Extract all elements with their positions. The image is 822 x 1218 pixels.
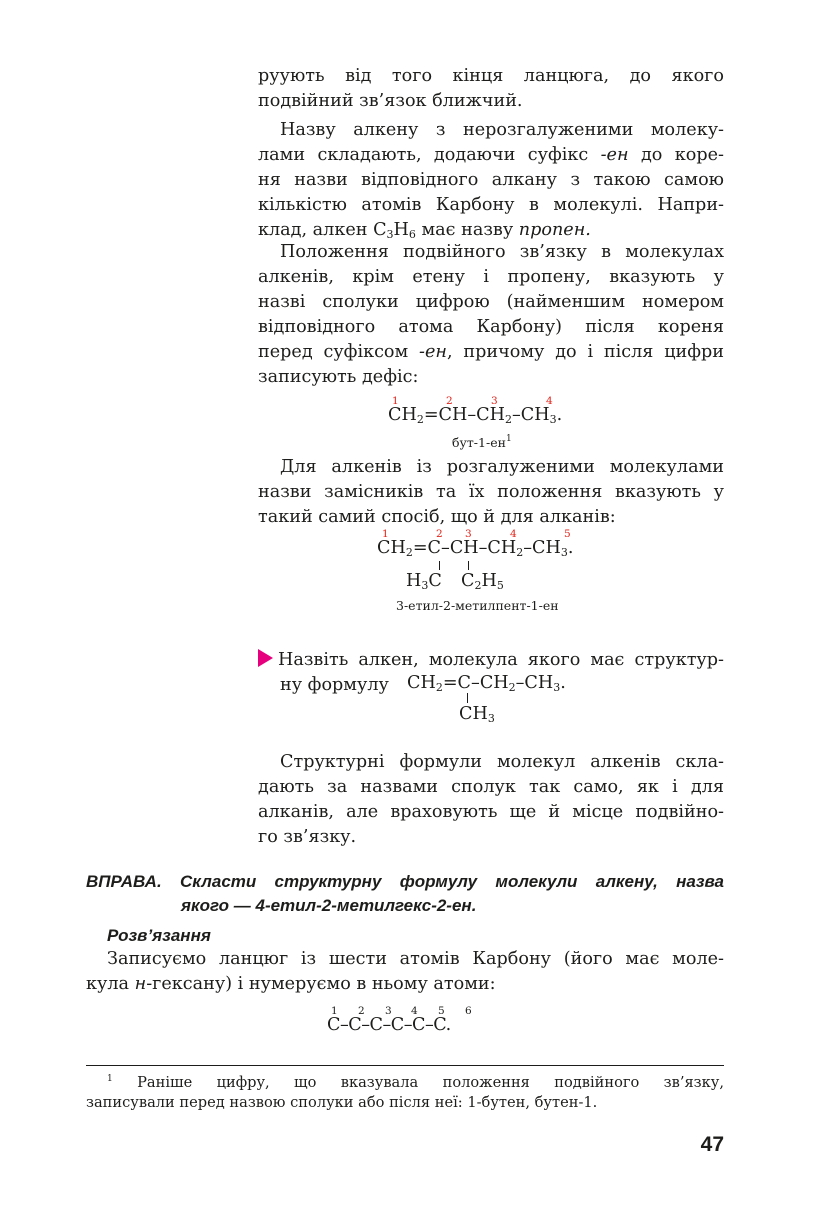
locant-number: 1 [392,395,399,407]
locant-number: 6 [465,1005,472,1017]
locant-number: 5 [564,528,571,540]
locant-number: 3 [465,528,472,540]
solution-text [86,947,724,997]
text-line: відповідного атома Карбону) після кореня [258,317,724,337]
text-line: записували перед назвою сполуки або після неї: 1-бутен, бутен-1. [86,1094,598,1111]
text-line: Структурні формули молекул алкенів скла- [280,752,724,772]
page-number: 47 [700,1133,724,1156]
text-line: дають за назвами сполук так само, як і для [258,777,724,797]
text-line: кула н-гексану) і нумеруємо в ньому атоми: [86,974,496,994]
text-line: Для алкенів із розгалуженими молекулами [280,457,724,477]
paragraph-intro [258,64,724,114]
structural-formula: C–C–C–C–C–C. [327,1015,451,1035]
footnote [86,1073,724,1113]
solution-heading: Розв’язання [107,926,211,945]
substituent-methyl: $H_3C$ [406,571,442,592]
text-line: назві сполуки цифрою (найменшим номером [258,292,724,312]
text-line: кількістю атомів Карбону в молекулі. Напри- [258,195,724,215]
text-line: алкенів, крім етену і пропену, вказують у [258,267,724,287]
bond-line [467,693,468,703]
locant-number: 1 [382,528,389,540]
question-marker-icon [258,649,273,667]
text-line: Положення подвійного зв’язку в молекулах [280,242,724,262]
locant-number: 5 [438,1005,445,1017]
locant-number: 4 [510,528,517,540]
text-line: го зв’язку. [258,827,357,847]
formula-caption: бут-$1-ен^1$ [452,434,512,450]
text-line: клад, алкен $C_3H_6$ має назву пропен. [258,220,591,241]
bond-line [468,561,469,570]
text-line: записують дефіс: [258,367,419,387]
locant-number: 1 [331,1005,338,1017]
text-line: перед суфіксом -ен, причому до і після цифри [258,342,724,362]
paragraph-naming-rule [258,118,724,243]
locant-number: 2 [436,528,443,540]
text-line [258,648,724,673]
locant-number: 4 [546,395,553,407]
substituent-methyl: $CH_3$ [459,704,495,725]
text-line: Назву алкену з нерозгалуженими молеку- [280,120,724,140]
text-line: руують від того кінця ланцюга, до якого [258,66,724,86]
footnote-divider [86,1065,724,1066]
structural-formula: $CH_2=C-CH-CH_2-CH_3$. [377,538,574,559]
paragraph-structural-formulas [258,750,724,850]
question-text: Назвіть алкен, молекула якого має структур- [278,650,724,670]
text-line: $^1$ Раніше цифру, що вказувала положення подвійного зв’язку, [107,1074,724,1091]
substituent-ethyl: $C_2H_5$ [461,571,504,592]
paragraph-branched [258,455,724,530]
text-line: якого — 4-етил-2-метилгекс-2-ен. [181,896,477,915]
text-line: ня назви відповідного алкану з такою самою [258,170,724,190]
text-line: назви замісників та їх положення вказують у [258,482,724,502]
text-line: ну формулу [280,675,389,695]
locant-number: 4 [411,1005,418,1017]
text-line: Записуємо ланцюг із шести атомів Карбону (його має моле- [107,949,724,969]
exercise-heading [86,870,724,918]
text-line: ВПРАВА. Скласти структурну формулу молекули алкену, назва [86,872,724,891]
text-line: подвійний зв’язок ближчий. [258,91,523,111]
text-line: лами складають, додаючи суфікс -ен до коре- [258,145,724,165]
paragraph-double-bond-position [258,240,724,390]
structural-formula: $CH_2=C-CH_2-CH_3$. [407,673,566,694]
locant-number: 2 [358,1005,365,1017]
locant-number: 2 [446,395,453,407]
structural-formula: $CH_2=CH-CH_2-CH_3$. [388,405,563,426]
text-line: алканів, але враховують ще й місце подвійно- [258,802,724,822]
bond-line [439,561,440,570]
text-line: такий самий спосіб, що й для алканів: [258,507,616,527]
locant-number: 3 [385,1005,392,1017]
formula-caption: 3-етил-2-метилпент-1-ен [396,598,559,613]
locant-number: 3 [491,395,498,407]
